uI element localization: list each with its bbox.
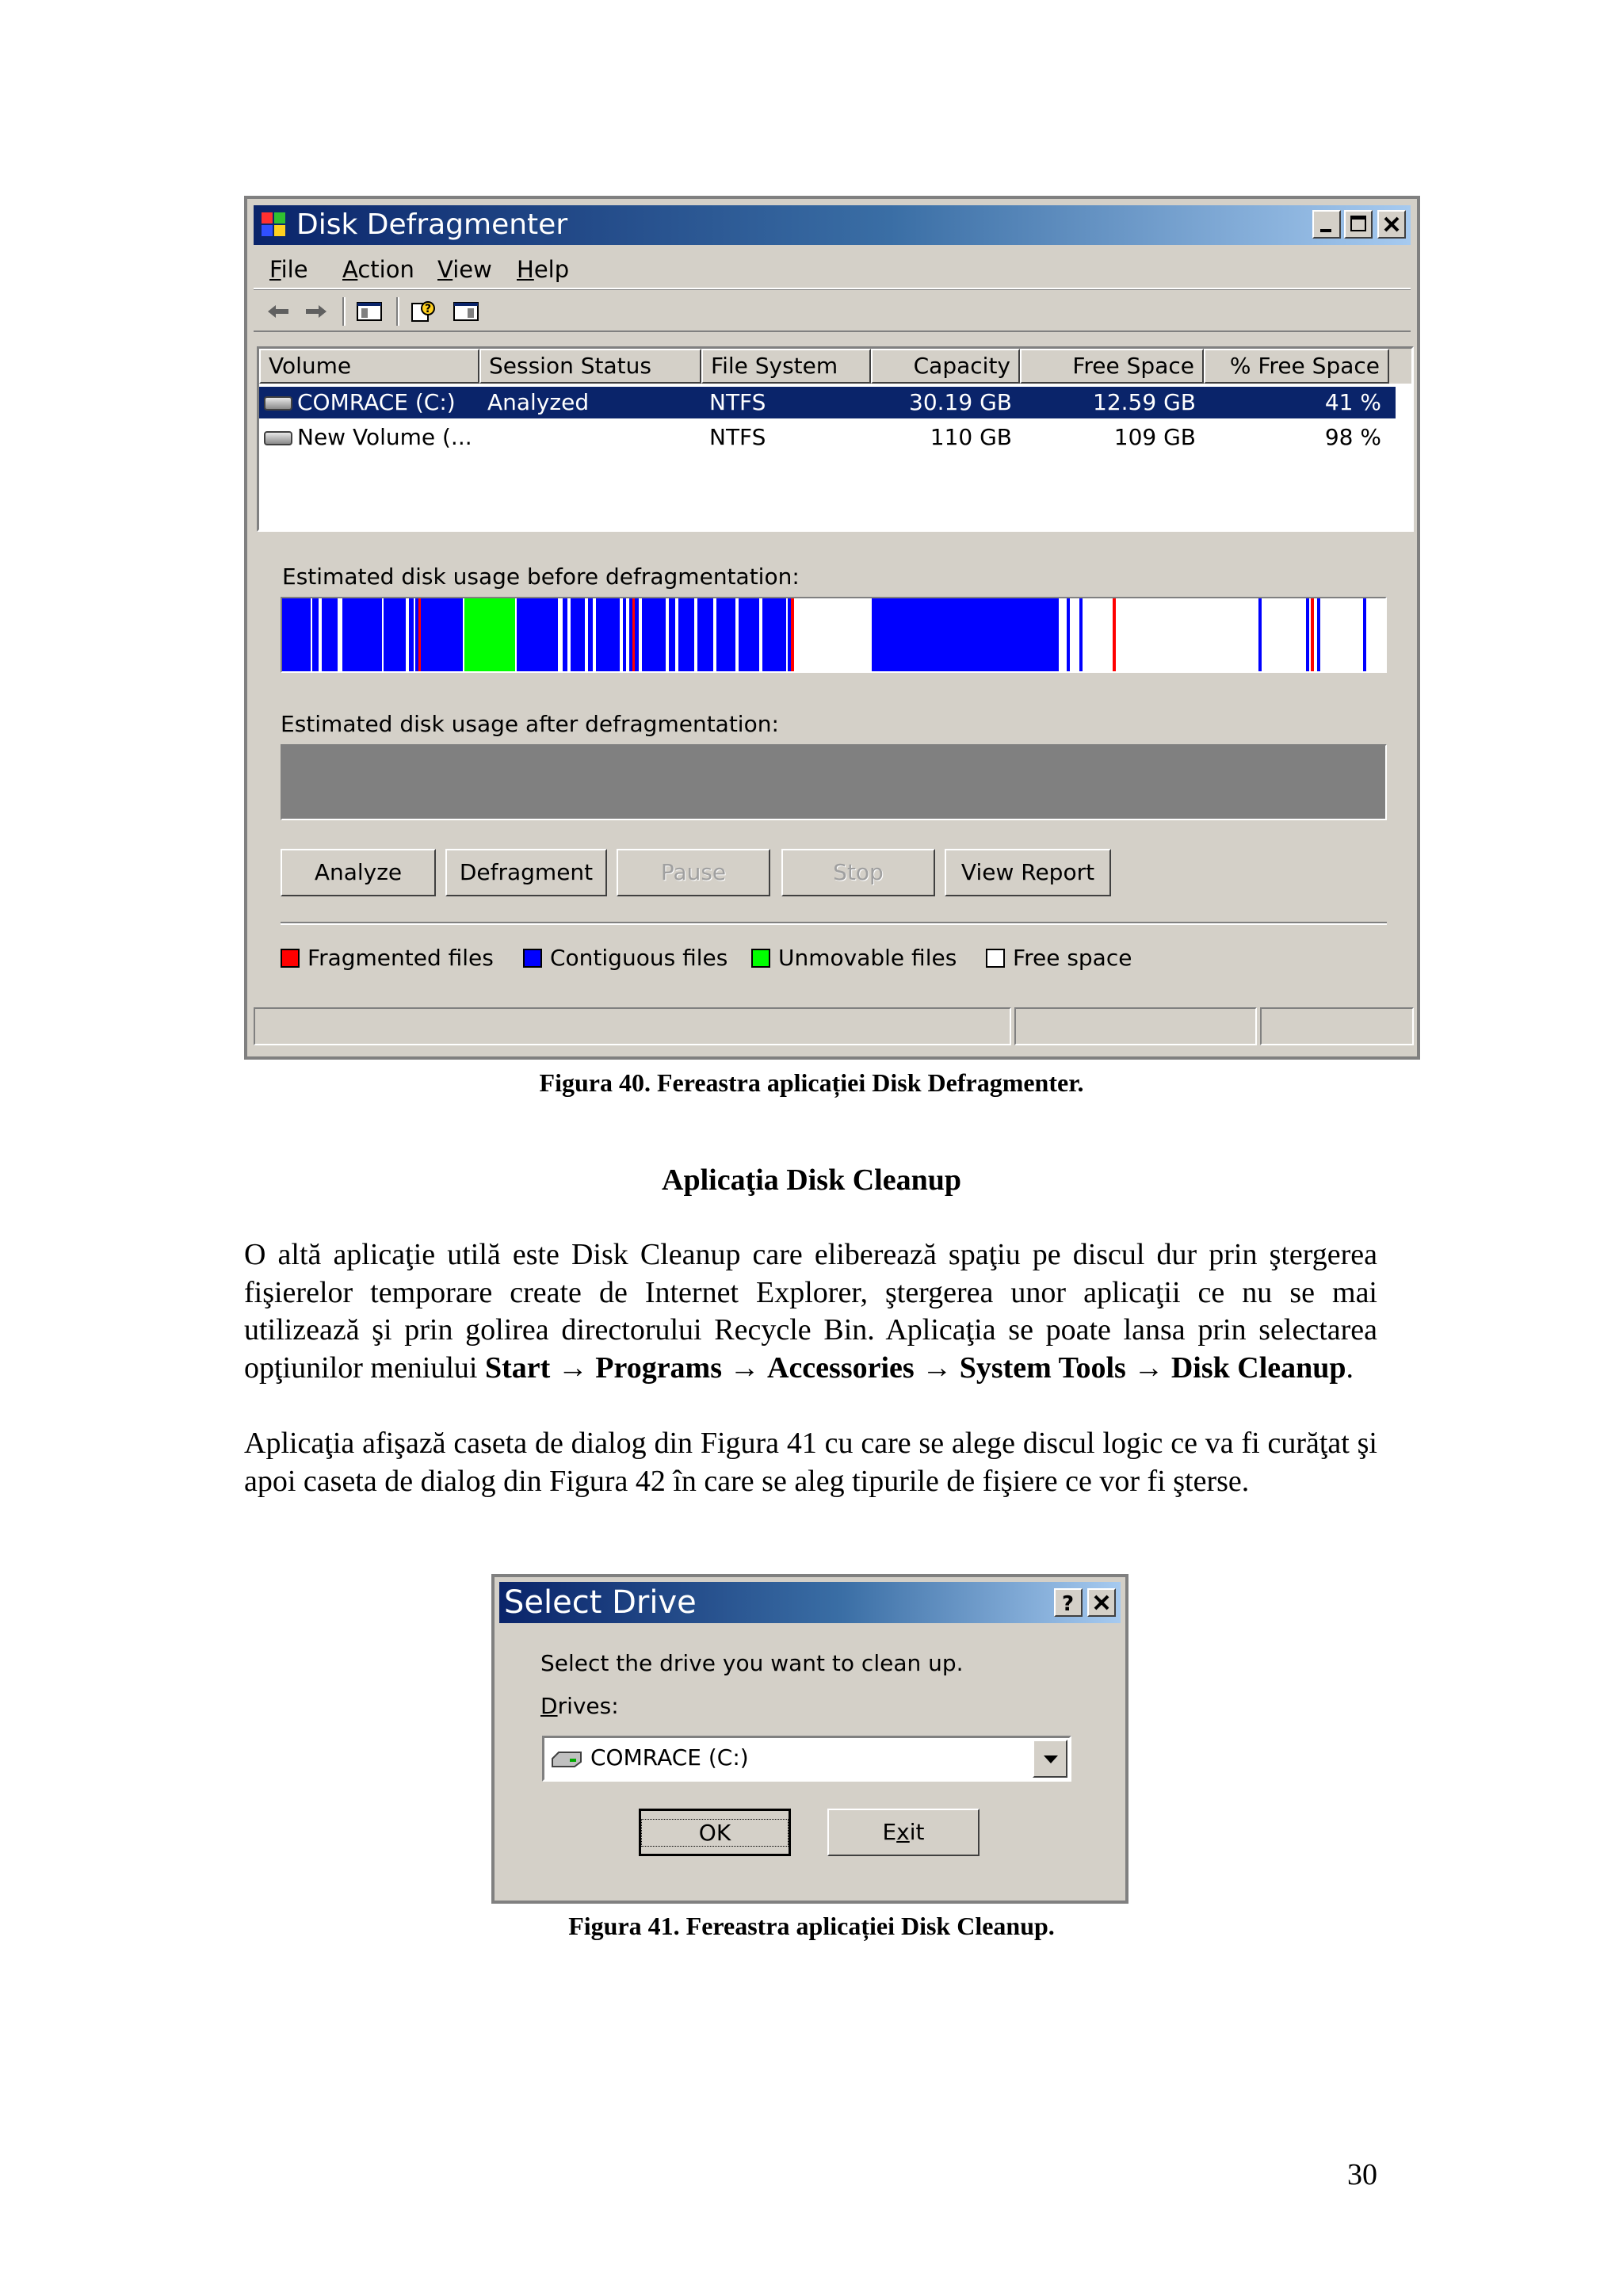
defragmenter-app-icon bbox=[260, 211, 288, 239]
legend-fragmented bbox=[281, 944, 494, 972]
legend-label: Free space bbox=[1013, 945, 1132, 971]
close-button[interactable] bbox=[1087, 1588, 1116, 1617]
unmovable-swatch bbox=[751, 949, 770, 968]
arrow: → bbox=[922, 1350, 953, 1385]
exit-button[interactable] bbox=[827, 1809, 980, 1856]
exit-label-pre: E bbox=[882, 1819, 897, 1845]
title-bar[interactable] bbox=[499, 1582, 1121, 1623]
minimize-icon bbox=[1314, 212, 1339, 237]
menu-file[interactable]: File bbox=[269, 256, 308, 283]
column-session-status[interactable]: Session Status bbox=[479, 349, 701, 384]
paragraph: Aplicaţia afişază caseta de dialog din Figura 41 cu care se alege discul logic ce va fi curăţat şi apoi caseta de dialog din Figura 42 în care se aleg tipurile de fişiere ce vor fi şterse. bbox=[244, 1427, 1377, 1498]
fragmented-swatch bbox=[281, 949, 300, 968]
toolbar bbox=[254, 292, 1411, 332]
title-bar[interactable] bbox=[254, 205, 1411, 245]
hard-drive-icon bbox=[264, 431, 292, 445]
column-percent-free-space[interactable]: % Free Space bbox=[1204, 349, 1389, 384]
status-pane bbox=[254, 1007, 1011, 1045]
drives-dropdown[interactable] bbox=[542, 1736, 1071, 1782]
arrow: → bbox=[729, 1350, 760, 1385]
toolbar-separator bbox=[342, 297, 346, 326]
console-tree-icon bbox=[355, 299, 384, 324]
cell-volume: COMRACE (C:) bbox=[297, 389, 456, 415]
column-capacity[interactable]: Capacity bbox=[871, 349, 1020, 384]
show-hide-console-tree-button[interactable] bbox=[355, 299, 384, 324]
legend-label: Contiguous files bbox=[550, 945, 728, 971]
menu-view[interactable]: View bbox=[437, 256, 492, 283]
cell-file-system: NTFS bbox=[709, 424, 766, 450]
maximize-button[interactable] bbox=[1344, 210, 1373, 239]
select-drive-dialog bbox=[491, 1574, 1128, 1904]
dialog-prompt: Select the drive you want to clean up. bbox=[540, 1650, 964, 1676]
free-space-swatch bbox=[986, 949, 1005, 968]
disk-defragmenter-window bbox=[244, 196, 1420, 1060]
arrow: → bbox=[1133, 1350, 1164, 1385]
defragment-button[interactable]: Defragment bbox=[445, 849, 607, 896]
page-number: 30 bbox=[1347, 2158, 1377, 2191]
paragraph-text: O altă aplicaţie utilă este Disk Cleanup care eliberează spaţiu pe discul dur prin ştergerea fişierelor temporare create de Internet Explorer, ştergerea unor aplicaţii ce nu se mai utilizează şi prin golirea directorului Recycle Bin. Aplicaţia se poate lansa prin selectarea opţiunilor meniului bbox=[244, 1238, 1377, 1385]
back-button[interactable] bbox=[265, 299, 292, 324]
volume-list[interactable] bbox=[257, 346, 1414, 532]
volume-list-header bbox=[259, 349, 1411, 384]
cell-percent-free: 41 % bbox=[1324, 389, 1381, 415]
pause-button[interactable]: Pause bbox=[617, 849, 770, 896]
divider bbox=[281, 922, 1387, 925]
forward-arrow-icon bbox=[303, 299, 330, 324]
dropdown-arrow-button[interactable] bbox=[1033, 1740, 1067, 1778]
svg-text:?: ? bbox=[425, 303, 432, 315]
toolbar-separator bbox=[396, 297, 399, 326]
ok-label: OK bbox=[642, 1820, 788, 1846]
after-defrag-label: Estimated disk usage after defragmentation: bbox=[281, 711, 779, 737]
action-pane-icon bbox=[452, 299, 480, 324]
selected-drive: COMRACE (C:) bbox=[590, 1744, 749, 1771]
status-pane bbox=[1260, 1007, 1414, 1045]
contiguous-swatch bbox=[523, 949, 542, 968]
section-heading: Aplicaţia Disk Cleanup bbox=[662, 1163, 961, 1197]
cell-free-space: 12.59 GB bbox=[1093, 389, 1196, 415]
exit-label-key: x bbox=[896, 1819, 910, 1845]
question-mark-icon bbox=[1056, 1590, 1081, 1615]
status-pane bbox=[1014, 1007, 1257, 1045]
hard-drive-icon bbox=[264, 396, 292, 411]
dialog-title: Select Drive bbox=[504, 1584, 697, 1621]
table-row[interactable] bbox=[259, 387, 1396, 418]
ok-button[interactable] bbox=[639, 1809, 791, 1856]
after-defrag-usage-bar bbox=[281, 744, 1387, 820]
help-properties-icon bbox=[409, 299, 437, 324]
arrow: → bbox=[557, 1350, 588, 1385]
minimize-button[interactable] bbox=[1312, 210, 1341, 239]
menu-path-system-tools: System Tools bbox=[959, 1350, 1126, 1385]
before-defrag-usage-bar bbox=[281, 597, 1387, 673]
menu-path-programs: Programs bbox=[595, 1350, 722, 1385]
cell-file-system: NTFS bbox=[709, 389, 766, 415]
close-icon bbox=[1089, 1590, 1114, 1615]
figure-41-caption: Figura 41. Fereastra aplicației Disk Cleanup. bbox=[568, 1912, 1055, 1940]
period: . bbox=[1346, 1350, 1354, 1385]
cell-percent-free: 98 % bbox=[1324, 424, 1381, 450]
drive-icon bbox=[549, 1748, 584, 1770]
legend-label: Unmovable files bbox=[778, 945, 957, 971]
cell-volume: New Volume (... bbox=[297, 424, 472, 450]
forward-button[interactable] bbox=[303, 299, 330, 324]
svg-text:?: ? bbox=[1062, 1592, 1075, 1615]
before-defrag-label: Estimated disk usage before defragmentation: bbox=[282, 563, 800, 590]
cell-free-space: 109 GB bbox=[1113, 424, 1196, 450]
paragraph bbox=[244, 1236, 1377, 1387]
legend-unmovable bbox=[751, 944, 957, 972]
back-arrow-icon bbox=[265, 299, 292, 324]
cell-capacity: 110 GB bbox=[930, 424, 1012, 450]
drives-label: Drives: bbox=[540, 1693, 619, 1719]
menu-path-start: Start bbox=[484, 1350, 551, 1385]
cell-capacity: 30.19 GB bbox=[909, 389, 1012, 415]
cell-status: Analyzed bbox=[487, 389, 590, 415]
legend-free-space bbox=[986, 944, 1132, 972]
maximize-icon bbox=[1346, 212, 1371, 237]
window-title: Disk Defragmenter bbox=[296, 208, 568, 241]
close-icon bbox=[1379, 212, 1404, 237]
table-row[interactable] bbox=[259, 422, 1396, 453]
stop-button[interactable]: Stop bbox=[781, 849, 935, 896]
view-report-button[interactable]: View Report bbox=[945, 849, 1111, 896]
close-button[interactable] bbox=[1377, 210, 1406, 239]
help-button[interactable] bbox=[1054, 1588, 1083, 1617]
disk-usage-map bbox=[282, 598, 1385, 671]
menu-bar bbox=[254, 251, 1411, 289]
legend-contiguous bbox=[523, 944, 727, 972]
column-file-system[interactable]: File System bbox=[701, 349, 871, 384]
column-volume[interactable]: Volume bbox=[259, 349, 479, 384]
menu-help[interactable]: Help bbox=[517, 256, 570, 283]
analyze-button[interactable]: Analyze bbox=[281, 849, 436, 896]
status-bar bbox=[254, 1007, 1411, 1047]
column-free-space[interactable]: Free Space bbox=[1020, 349, 1204, 384]
menu-path-disk-cleanup: Disk Cleanup bbox=[1170, 1350, 1346, 1385]
menu-action[interactable]: Action bbox=[342, 256, 414, 283]
legend-label: Fragmented files bbox=[307, 945, 494, 971]
show-hide-action-pane-button[interactable] bbox=[452, 299, 480, 324]
menu-path-accessories: Accessories bbox=[767, 1350, 915, 1385]
properties-help-button[interactable] bbox=[409, 299, 437, 324]
exit-label-post: it bbox=[909, 1819, 925, 1845]
figure-40-caption: Figura 40. Fereastra aplicației Disk Defragmenter. bbox=[539, 1068, 1084, 1097]
